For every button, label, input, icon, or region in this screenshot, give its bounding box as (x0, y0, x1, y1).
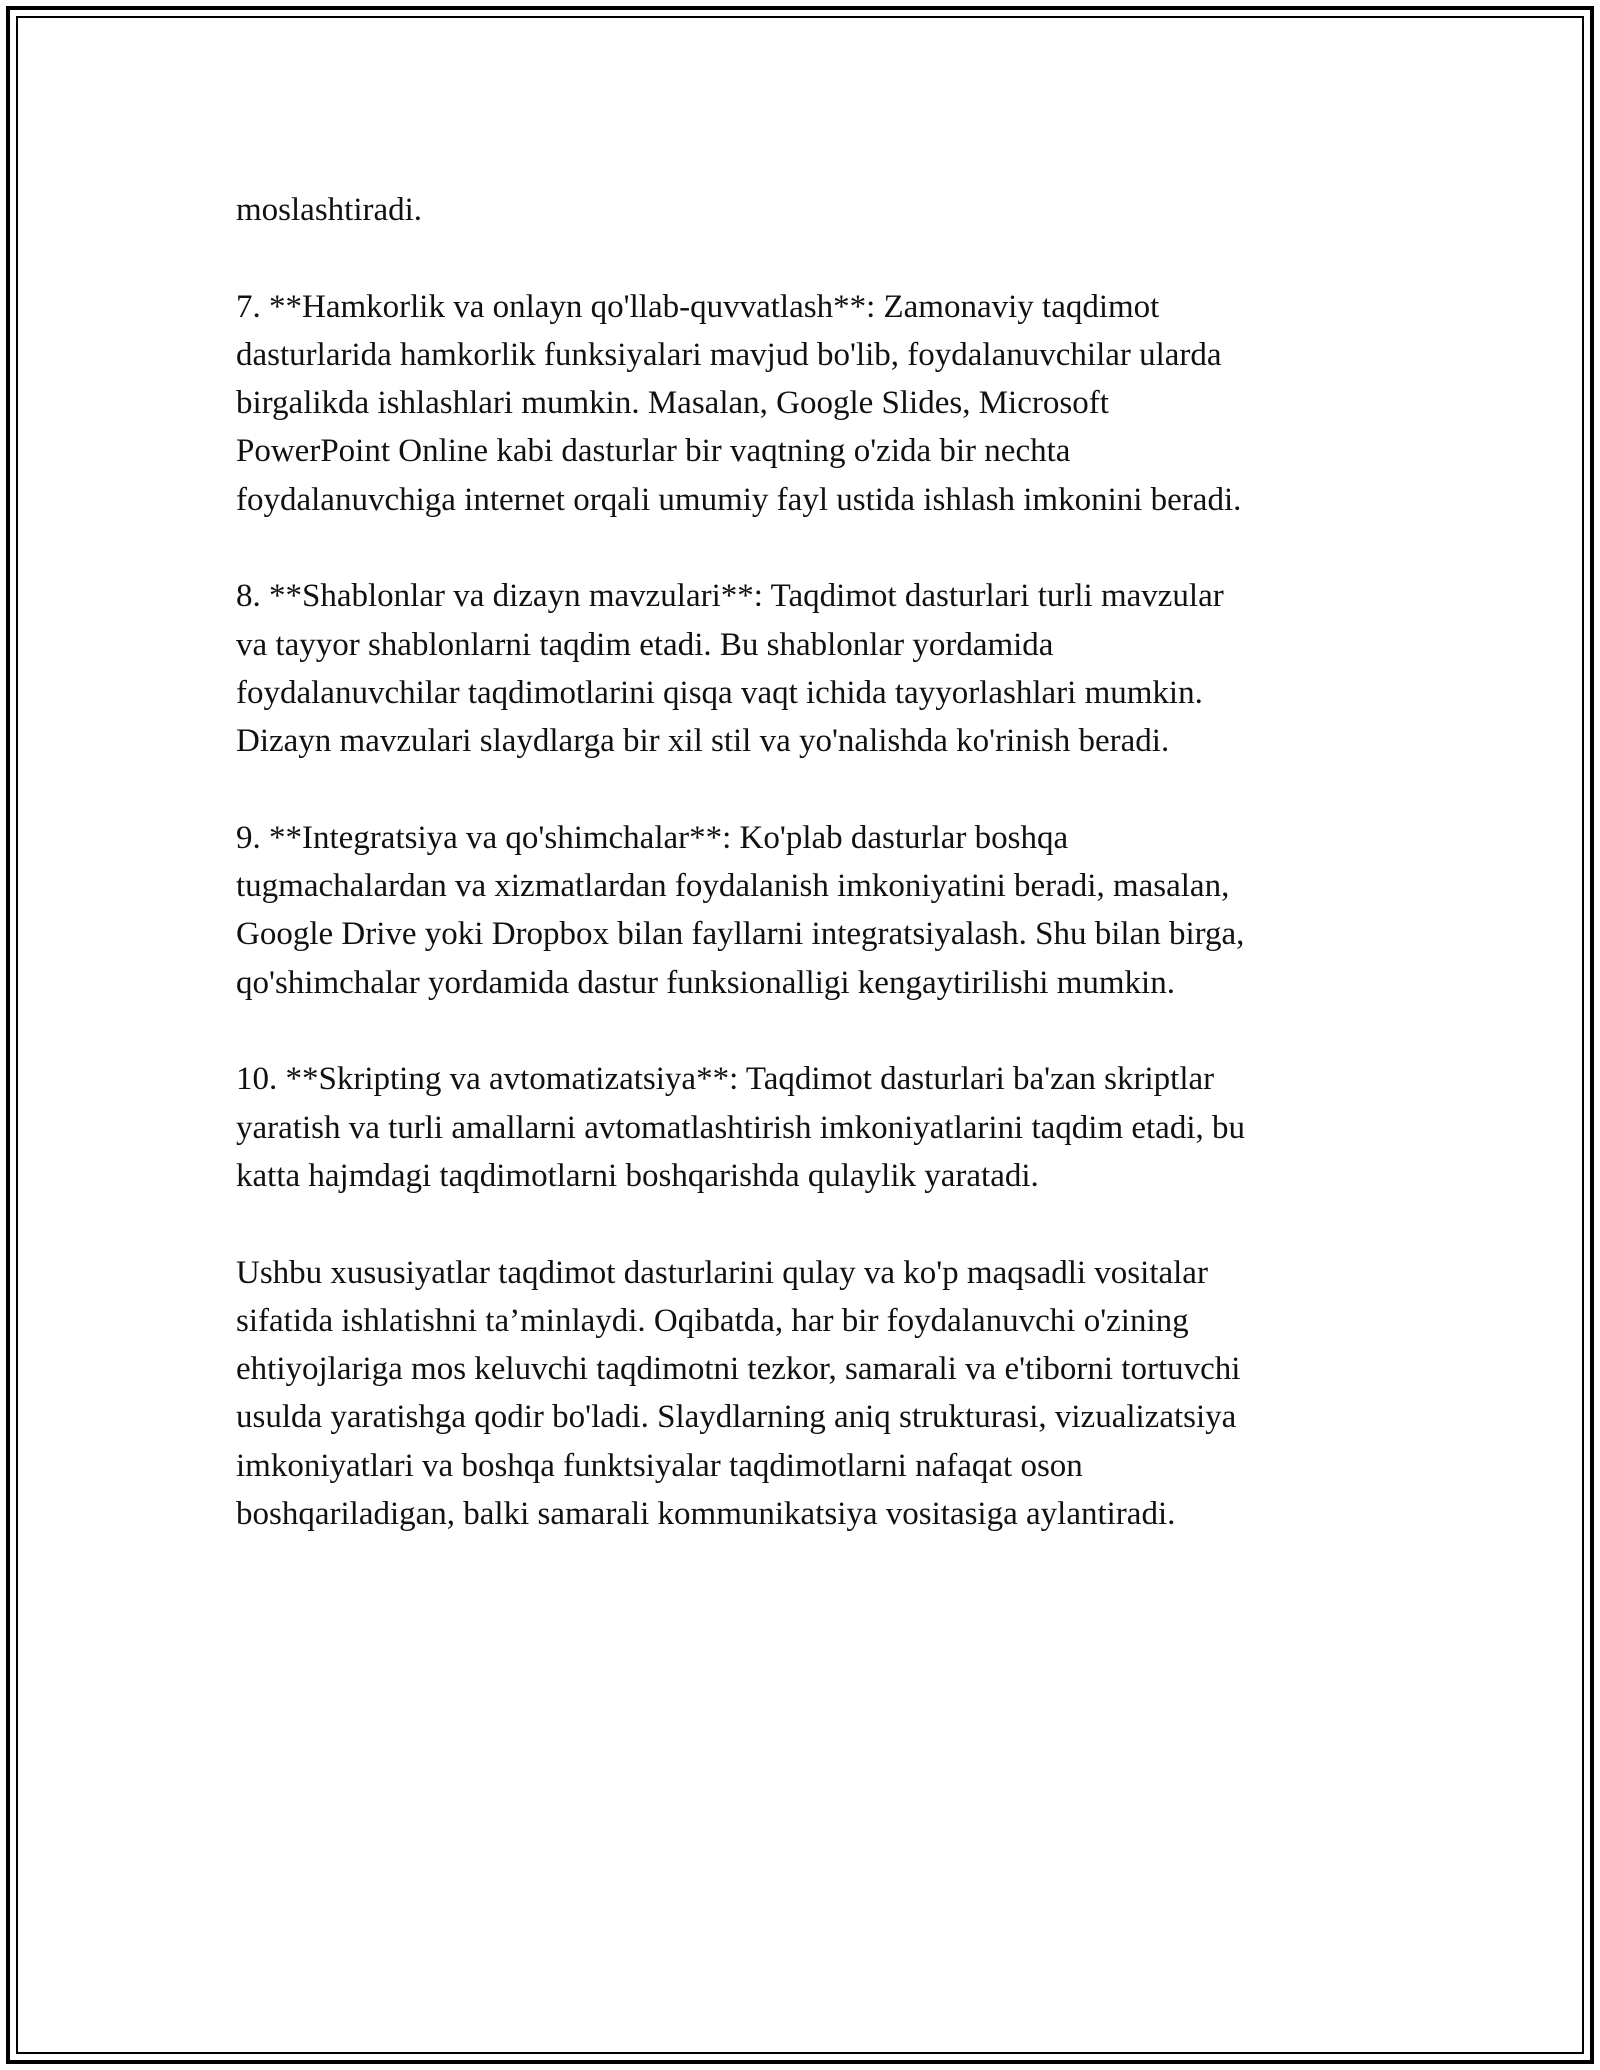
paragraph-item-10: 10. **Skripting va avtomatizatsiya**: Taqdimot dasturlari ba'zan skriptlar yaratish va turli amallarni avtomatlashtirish imkoniyatlarini taqdim etadi, bu katta hajmdagi taqdimotlarni boshqarishda qulaylik yaratadi. (236, 1061, 1245, 1194)
document-body (236, 186, 1366, 1587)
paragraph-conclusion: Ushbu xususiyatlar taqdimot dasturlarini qulay va ko'p maqsadli vositalar sifatida ishlatishni ta’minlaydi. Oqibatda, har bir foydalanuvchi o'zining ehtiyojlariga mos keluvchi taqdimotni tezkor, samarali va e'tiborni tortuvchi usulda yaratishga qodir bo'ladi. Slaydlarning aniq strukturasi, vizualizatsiya imkoniyatlari va boshqa funktsiyalar taqdimotlarni nafaqat oson boshqariladigan, balki samarali kommunikatsiya vositasiga aylantiradi. (236, 1254, 1241, 1533)
paragraph-continuation: moslashtiradi. (236, 192, 423, 228)
paragraph-item-9: 9. **Integratsiya va qo'shimchalar**: Ko'plab dasturlar boshqa tugmachalardan va xizmatlardan foydalanish imkoniyatini beradi, masalan, Google Drive yoki Dropbox bilan fayllarni integratsiyalash. Shu bilan birga, qo'shimchalar yordamida dastur funksionalligi kengaytirilishi mumkin. (236, 819, 1245, 1001)
paragraph-item-8: 8. **Shablonlar va dizayn mavzulari**: Taqdimot dasturlari turli mavzular va tayyor shablonlarni taqdim etadi. Bu shablonlar yordamida foydalanuvchilar taqdimotlarini qisqa vaqt ichida tayyorlashlari mumkin. Dizayn mavzulari slaydlarga bir xil stil va yo'nalishda ko'rinish beradi. (236, 578, 1224, 760)
paragraph-item-7: 7. **Hamkorlik va onlayn qo'llab-quvvatlash**: Zamonaviy taqdimot dasturlarida hamkorlik funksiyalari mavjud bo'lib, foydalanuvchilar ularda birgalikda ishlashlari mumkin. Masalan, Google Slides, Microsoft PowerPoint Online kabi dasturlar bir vaqtning o'zida bir nechta foydalanuvchiga internet orqali umumiy fayl ustida ishlash imkonini beradi. (236, 288, 1242, 518)
